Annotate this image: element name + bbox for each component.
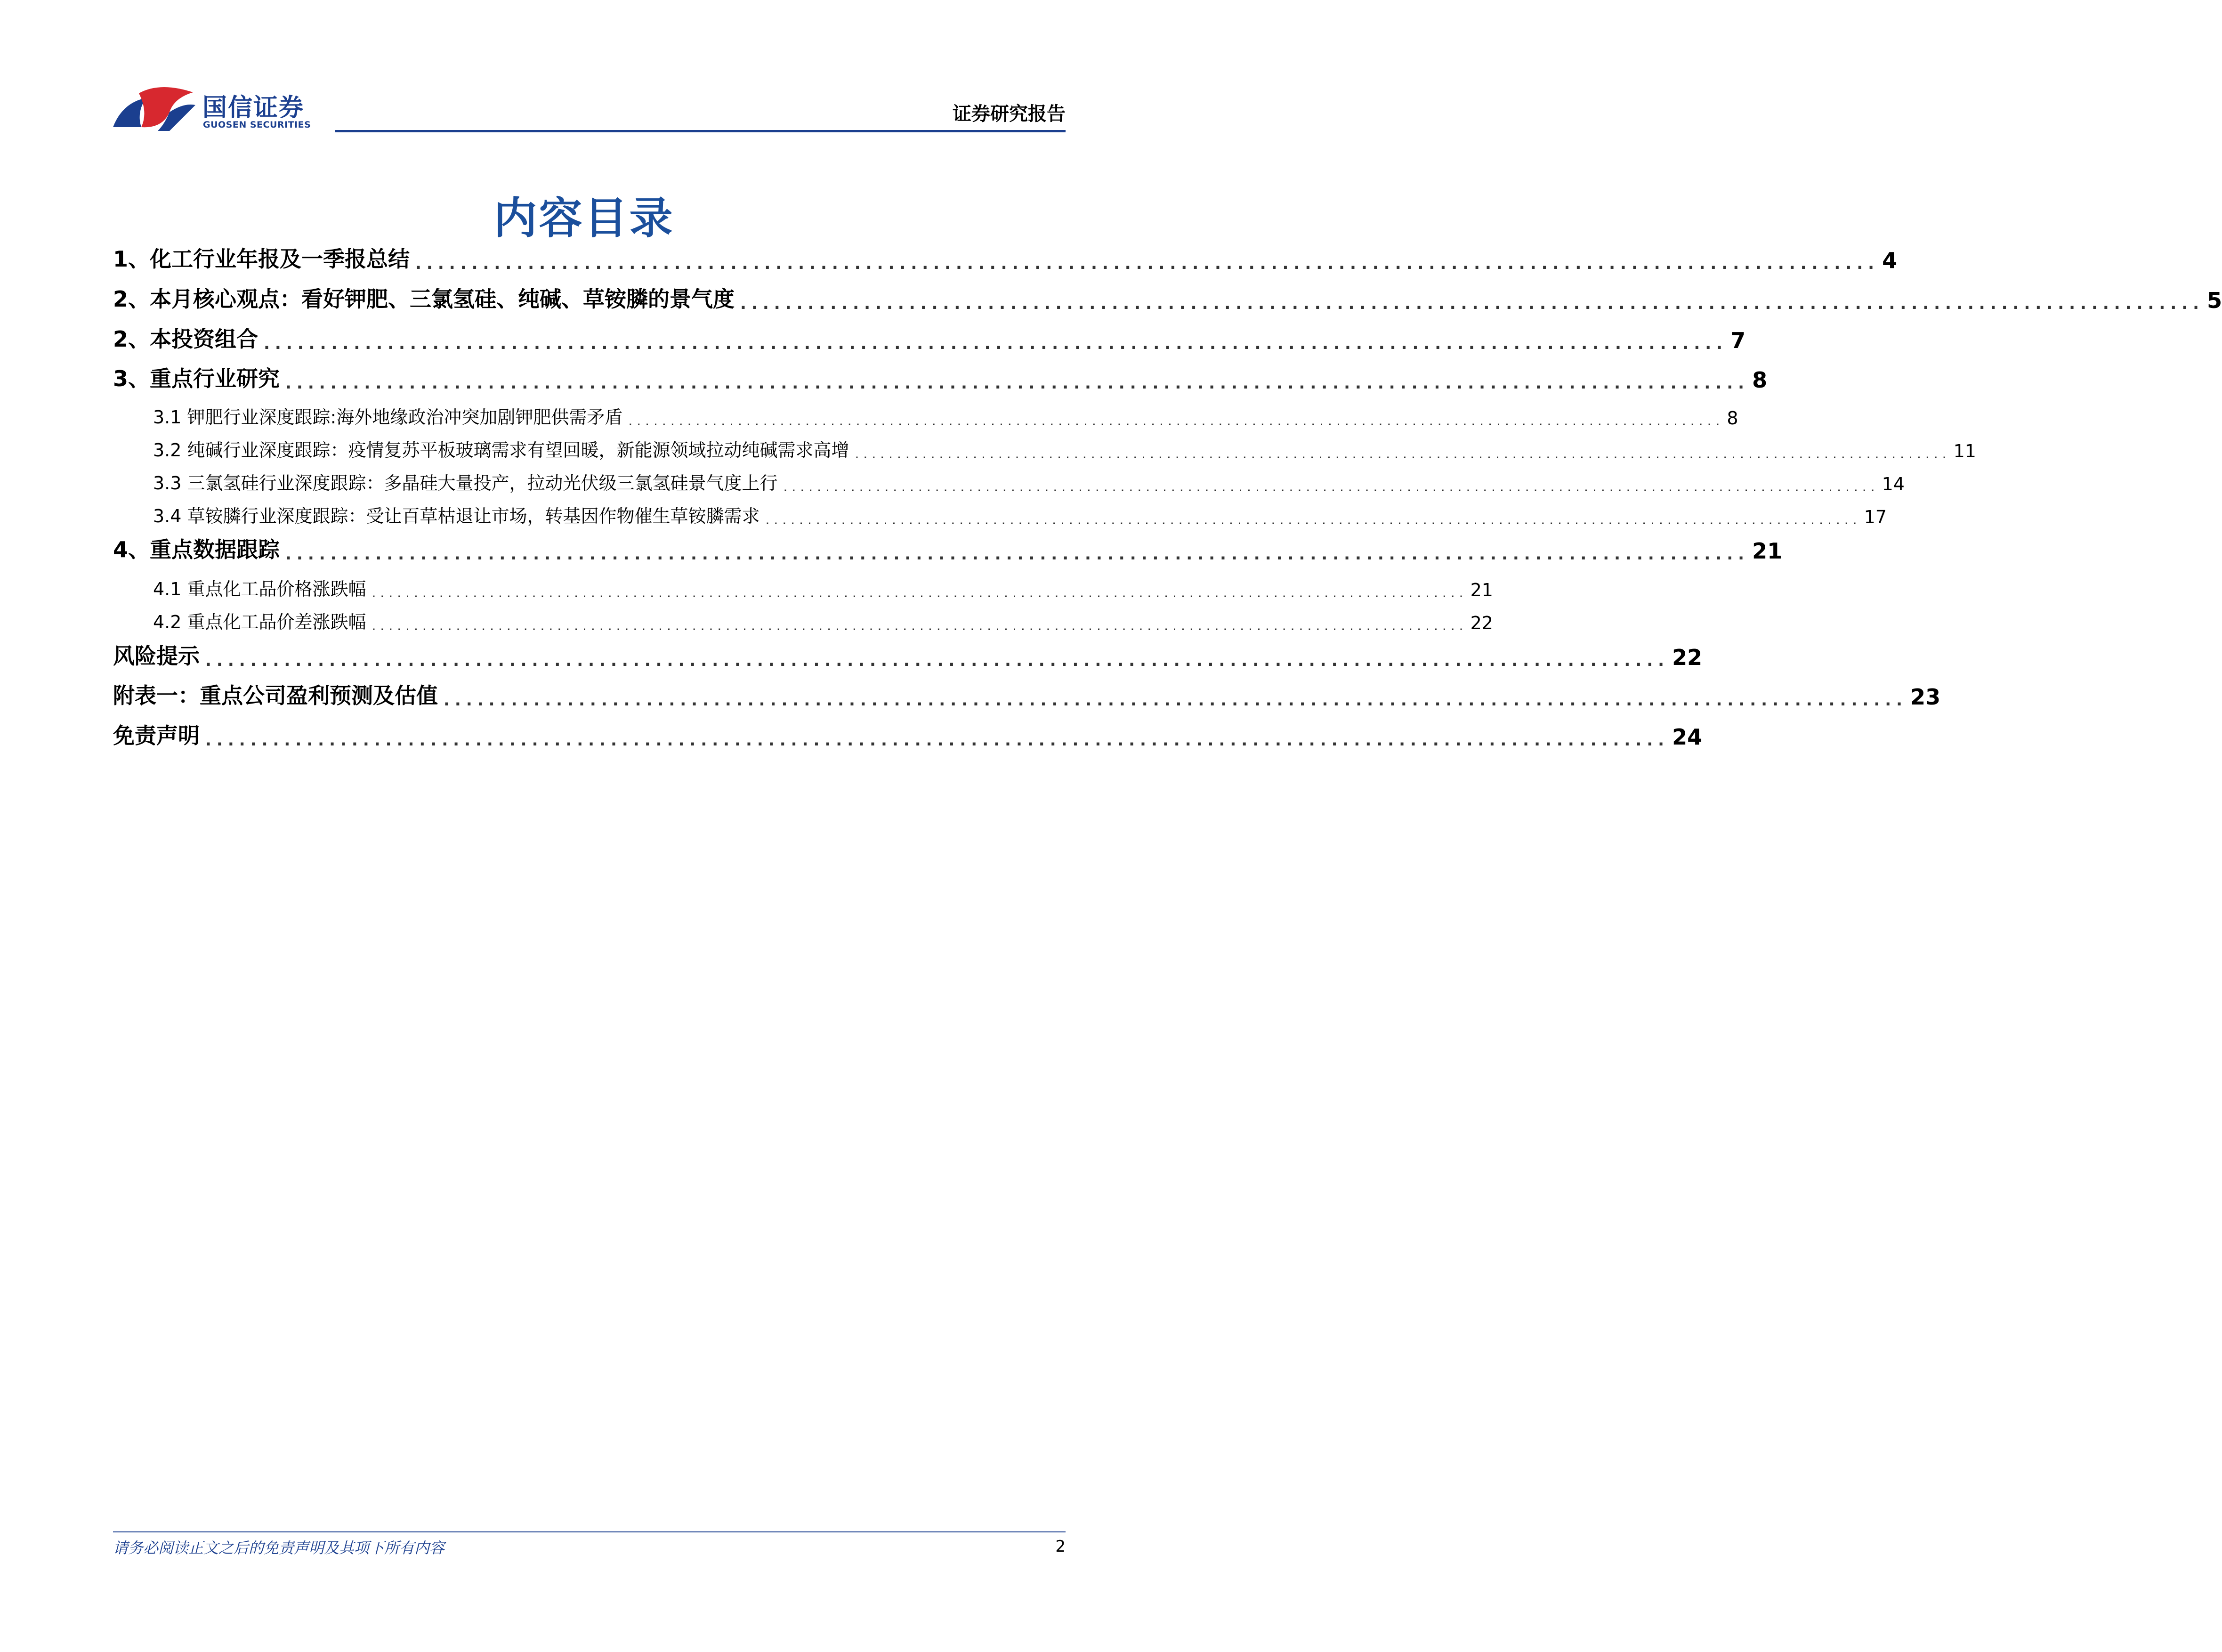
toc-dot-leader: .................................................................................................................................. [205, 731, 1670, 750]
toc-dot-leader: .................................................................................................................................. [372, 585, 1468, 600]
toc-entry-page: 21 [1752, 538, 1783, 564]
toc-title: 内容目录 [493, 193, 675, 243]
toc-entry[interactable] [113, 466, 1905, 494]
toc-entry-label: 风险提示 [113, 643, 200, 669]
toc-entry-page: 23 [1910, 684, 1941, 710]
toc-entry-page: 24 [1672, 724, 1703, 750]
toc-entry-label: 3、重点行业研究 [113, 366, 280, 391]
toc-dot-leader: .................................................................................................................................. [765, 512, 1861, 527]
toc-entry[interactable] [113, 364, 1768, 393]
toc-entry[interactable] [113, 433, 1976, 462]
toc-dot-leader: .................................................................................................................................. [285, 545, 1750, 564]
toc-entry[interactable] [113, 535, 1783, 564]
toc-entry-label: 2、本投资组合 [113, 326, 259, 352]
toc-entry[interactable] [113, 400, 1738, 429]
toc-entry-page: 17 [1864, 507, 1887, 527]
toc-entry-label: 3.4 草铵膦行业深度跟踪：受让百草枯退让市场，转基因作物催生草铵膦需求 [153, 506, 760, 526]
logo-english-name: GUOSEN SECURITIES [203, 120, 311, 130]
toc-entry-page: 5 [2207, 288, 2222, 313]
footer-divider [113, 1531, 1066, 1532]
toc-entry-page: 8 [1752, 367, 1768, 393]
toc-entry[interactable] [113, 572, 1493, 600]
toc-entry-page: 11 [1953, 441, 1976, 462]
toc-entry-label: 1、化工行业年报及一季报总结 [113, 246, 410, 272]
toc-entry[interactable] [113, 681, 1941, 710]
toc-entry-page: 7 [1730, 328, 1746, 353]
page-number: 2 [1055, 1537, 1066, 1556]
toc-dot-leader: .................................................................................................................................. [855, 446, 1951, 462]
guosen-logo [113, 84, 320, 136]
toc-dot-leader: .................................................................................................................................. [415, 254, 1880, 273]
toc-entry-label: 4.2 重点化工品价差涨跌幅 [153, 612, 366, 632]
report-type: 证券研究报告 [953, 103, 1066, 125]
toc-dot-leader: .................................................................................................................................. [628, 413, 1724, 429]
guosen-logo-icon [113, 84, 198, 136]
toc-entry-label: 4.1 重点化工品价格涨跌幅 [153, 579, 366, 599]
toc-entry[interactable] [113, 642, 1703, 670]
logo-chinese-name: 国信证券 [202, 94, 305, 122]
toc-entry-label: 3.1 钾肥行业深度跟踪:海外地缘政治冲突加剧钾肥供需矛盾 [153, 407, 623, 428]
header-divider [335, 130, 1066, 132]
toc-entry[interactable] [113, 499, 1887, 527]
toc-entry-page: 22 [1470, 613, 1493, 633]
toc-entry-label: 3.3 三氯氢硅行业深度跟踪：多晶硅大量投产，拉动光伏级三氯氢硅景气度上行 [153, 473, 778, 494]
toc-dot-leader: .................................................................................................................................. [783, 479, 1879, 494]
toc-entry-page: 14 [1882, 474, 1905, 494]
toc-dot-leader: .................................................................................................................................. [740, 294, 2205, 313]
toc-entry[interactable] [113, 325, 1746, 353]
toc-entry-label: 3.2 纯碱行业深度跟踪：疫情复苏平板玻璃需求有望回暖，新能源领域拉动纯碱需求高增 [153, 440, 849, 461]
toc-dot-leader: .................................................................................................................................. [372, 618, 1468, 633]
toc-entry-label: 4、重点数据跟踪 [113, 537, 280, 562]
toc-entry-page: 22 [1672, 645, 1703, 670]
toc-dot-leader: .................................................................................................................................. [205, 651, 1670, 670]
toc-entry-label: 2、本月核心观点：看好钾肥、三氯氢硅、纯碱、草铵膦的景气度 [113, 286, 735, 312]
toc-entry-label: 附表一：重点公司盈利预测及估值 [113, 683, 438, 708]
toc-dot-leader: .................................................................................................................................. [444, 691, 1908, 710]
toc-entry-page: 21 [1470, 580, 1493, 600]
toc-entry-page: 4 [1882, 248, 1898, 273]
toc-entry[interactable] [113, 721, 1703, 750]
toc-entry[interactable] [113, 285, 2222, 313]
toc-entry[interactable] [113, 245, 1898, 273]
footer-disclaimer: 请务必阅读正文之后的免责声明及其项下所有内容 [113, 1539, 445, 1557]
toc-entry-page: 8 [1727, 408, 1738, 429]
toc-dot-leader: .................................................................................................................................. [285, 374, 1750, 393]
toc-dot-leader: .................................................................................................................................. [264, 334, 1728, 353]
toc-entry[interactable] [113, 605, 1493, 633]
toc-entry-label: 免责声明 [113, 723, 200, 748]
